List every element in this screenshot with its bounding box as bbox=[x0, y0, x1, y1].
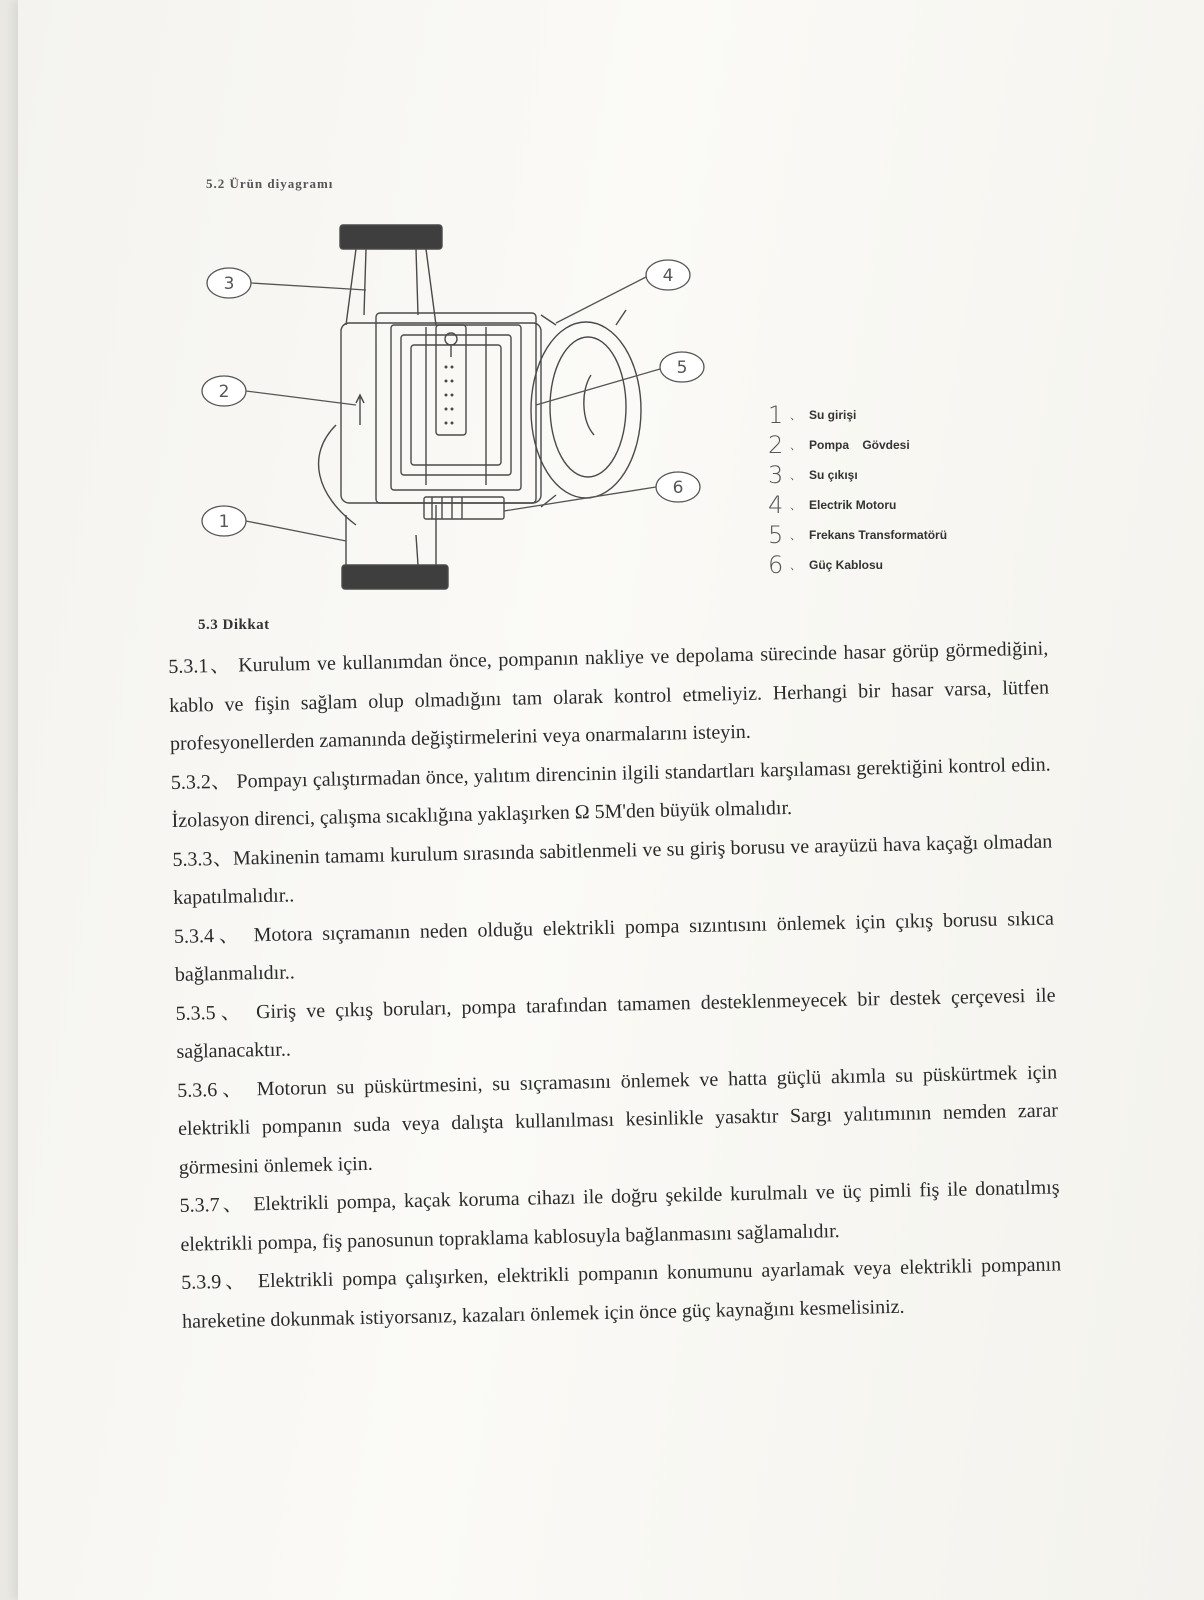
legend-item: 6 、 Güç Kablosu bbox=[768, 551, 884, 579]
legend-item: 2 、 Pompa Gövdesi bbox=[768, 431, 910, 459]
legend-number: 3 bbox=[768, 461, 784, 489]
legend-label: Electrik Motoru bbox=[809, 498, 897, 512]
document-page bbox=[18, 0, 1204, 1600]
paragraph-text: Makinenin tamamı kurulum sırasında sabitlenmeli ve su giriş borusu ve arayüzü hava kaçağı olmadan kapatılmalıdır.. bbox=[173, 830, 1053, 909]
paragraph-number: 5.3.3、 bbox=[172, 847, 234, 871]
paragraph-number: 5.3.6、 bbox=[177, 1077, 248, 1102]
callout-1-label: 1 bbox=[218, 512, 230, 532]
legend-item: 4 、 Electrik Motoru bbox=[768, 491, 897, 519]
callout-3-label: 3 bbox=[223, 274, 235, 294]
paragraph-number: 5.3.1、 bbox=[168, 654, 232, 678]
paragraph-text: Motorun su püskürtmesini, su sıçramasını önlemek ve hatta güçlü akımla su püskürtmek için elektrikli pompanın suda veya dalışta kullanılması kesinlikle yasaktır Sargı yalıtımının nemden zarar görmesini önlemek için. bbox=[177, 1060, 1059, 1179]
paragraph-text: Motora sıçramanın neden olduğu elektrikli pompa sızıntısını önlemek için çıkış borusu sıkıca bağlanmalıdır.. bbox=[174, 907, 1055, 986]
paragraph-number: 5.3.4、 bbox=[173, 923, 244, 948]
legend-item: 1 、 Su girişi bbox=[768, 401, 857, 429]
paragraph bbox=[168, 630, 1050, 764]
paragraph-number: 5.3.9、 bbox=[181, 1270, 250, 1294]
attention-body bbox=[168, 630, 1062, 1341]
legend-item: 5 、 Frekans Transformatörü bbox=[768, 521, 948, 549]
paragraph-text: Pompayı çalıştırmadan önce, yalıtım direncinin ilgili standartları karşılaması gerektiğini kontrol edin. İzolasyon direnci, çalışma sıcaklığına yaklaşırken Ω 5M'den büyük olmalıdır. bbox=[171, 753, 1051, 832]
attention-section-title: 5.3 Dikkat bbox=[198, 617, 270, 633]
paragraph-number: 5.3.2、 bbox=[170, 770, 232, 794]
paragraph-text: Kurulum ve kullanımdan önce, pompanın nakliye ve depolama sürecinde hasar görüp görmediğini, kablo ve fişin sağlam olup olmadığını tam olarak kontrol etmeliyiz. Herhangi bir hasar varsa, lütfen profesyonellerden zamanında değiştirmelerini veya onarmalarını isteyin. bbox=[168, 637, 1050, 755]
legend-label: Güç Kablosu bbox=[809, 558, 884, 572]
callout-2-label: 2 bbox=[218, 382, 230, 402]
legend-item: 3 、 Su çıkışı bbox=[768, 461, 858, 489]
pump-diagram bbox=[196, 215, 736, 615]
paragraph-text: Elektrikli pompa çalışırken, elektrikli pompanın konumunu ayarlamak veya elektrikli pompanın hareketine dokunmak istiyorsanız, kazaları önlemek için önce güç kaynağını kesmelisiniz. bbox=[181, 1253, 1062, 1333]
callout-6-label: 6 bbox=[672, 478, 684, 498]
legend-number: 5 bbox=[768, 521, 784, 549]
paragraph-number: 5.3.7、 bbox=[179, 1193, 246, 1217]
paragraph-text: Elektrikli pompa, kaçak koruma cihazı ile doğru şekilde kurulmalı ve üç pimli fiş ile donatılmış elektrikli pompa, fiş panosunun topraklama kablosuyla bağlanmasını sağlamalıdır. bbox=[180, 1176, 1060, 1256]
legend-label: Su girişi bbox=[809, 408, 857, 422]
callout-5-label: 5 bbox=[676, 358, 688, 378]
callout-4-label: 4 bbox=[662, 266, 674, 286]
legend-number: 1 bbox=[768, 401, 784, 429]
legend-label: Su çıkışı bbox=[809, 468, 858, 482]
legend-number: 6 bbox=[768, 551, 784, 579]
motor-cover bbox=[531, 322, 641, 498]
legend-label: Frekans Transformatörü bbox=[809, 528, 948, 542]
legend-label: Pompa Gövdesi bbox=[809, 438, 910, 452]
legend-number: 4 bbox=[768, 491, 784, 519]
bottom-flange bbox=[342, 565, 448, 589]
paragraph-text: Giriş ve çıkış boruları, pompa tarafından tamamen desteklenmeyecek bir destek çerçevesi ile sağlanacaktır.. bbox=[176, 983, 1056, 1063]
paragraph-number: 5.3.5、 bbox=[175, 1000, 247, 1025]
top-flange bbox=[340, 225, 442, 249]
diagram-section-title: 5.2 Ürün diyagramı bbox=[206, 176, 334, 191]
diagram-legend bbox=[768, 400, 1028, 580]
paragraph bbox=[177, 1053, 1059, 1187]
legend-number: 2 bbox=[768, 431, 784, 459]
